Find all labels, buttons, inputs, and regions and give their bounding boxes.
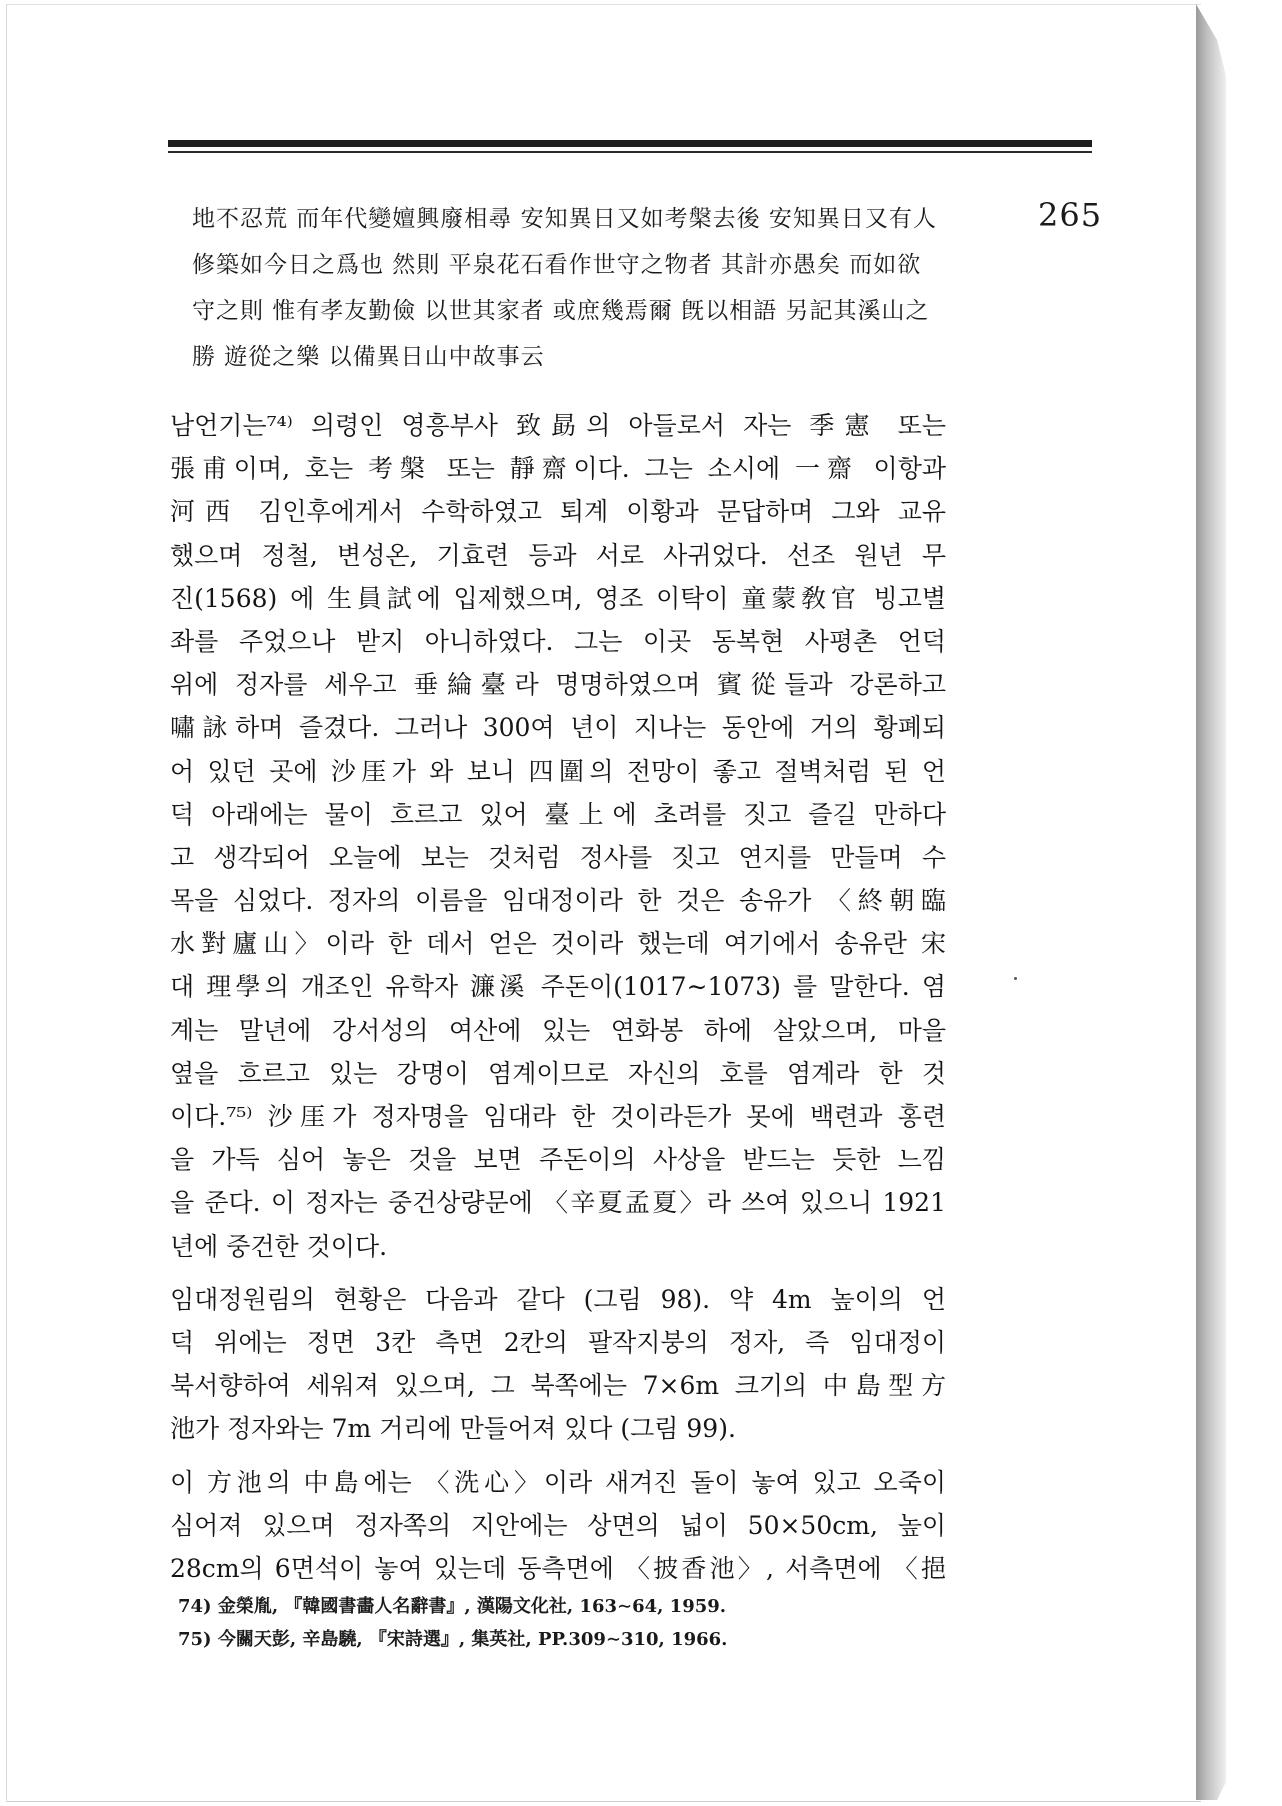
header-rule-thick [168, 140, 1092, 147]
text-line: 덕 아래에는 물이 흐르고 있어 臺上에 초려를 짓고 즐길 만하다 [170, 799, 946, 829]
text-line: 목을 심었다. 정자의 이름을 임대정이라 한 것은 송유가 〈終朝臨 [170, 886, 946, 916]
text-line: 어 있던 곳에 沙厓가 와 보니 四圍의 전망이 좋고 절벽처럼 된 언 [170, 756, 946, 786]
text-line: 이 方池의 中島에는 〈洗心〉이라 새겨진 돌이 놓여 있고 오죽이 [170, 1467, 946, 1497]
text-line: 진(1568) 에 生員試에 입제했으며, 영조 이탁이 童蒙敎官 빙고별 [170, 583, 946, 613]
text-line: 張甫이며, 호는 考槃 또는 靜齋이다. 그는 소시에 一齋 이항과 [170, 454, 946, 484]
text-line: 북서향하여 세워져 있으며, 그 북쪽에는 7×6m 크기의 中島型方 [170, 1371, 946, 1401]
page-edge-shadow [1196, 4, 1226, 1800]
text-line: 위에 정자를 세우고 垂綸臺라 명명하였으며 賓從들과 강론하고 [170, 670, 946, 700]
page-number: 265 [1038, 196, 1103, 234]
text-line: 河西 김인후에게서 수학하였고 퇴계 이황과 문답하며 그와 교유 [170, 497, 946, 527]
text-line: 池가 정자와는 7m 거리에 만들어져 있다 (그림 99). [170, 1414, 736, 1444]
hanmun-line: 地不忍荒 而年代變嬗興廢相尋 安知異日又如考槃去後 安知異日又有人 [192, 206, 937, 232]
paragraph-3 [170, 1461, 946, 1591]
text-line: 이다.⁷⁵⁾ 沙厓가 정자명을 임대라 한 것이라든가 못에 백련과 홍련 [170, 1102, 946, 1131]
hanmun-line: 守之則 惟有孝友勤儉 以世其家者 或庶幾焉爾 旣以相語 另記其溪山之 [192, 298, 930, 324]
text-line: 좌를 주었으나 받지 아니하였다. 그는 이곳 동복현 사평촌 언덕 [170, 626, 946, 656]
hanmun-line: 修築如今日之爲也 然則 平泉花石看作世守之物者 其計亦愚矣 而如欲 [192, 252, 922, 278]
classical-chinese-passage [192, 196, 972, 380]
text-line: 덕 위에는 정면 3칸 측면 2칸의 팔작지붕의 정자, 즉 임대정이 [170, 1327, 946, 1357]
footnotes [178, 1590, 938, 1656]
text-line: 계는 말년에 강서성의 여산에 있는 연화봉 하에 살았으며, 마을 [170, 1015, 946, 1045]
text-line: 임대정원림의 현황은 다음과 같다 (그림 98). 약 4m 높이의 언 [170, 1284, 946, 1314]
text-line: 심어져 있으며 정자쪽의 지안에는 상면의 넓이 50×50cm, 높이 [170, 1510, 946, 1540]
speck [1014, 977, 1017, 980]
body-text [170, 404, 946, 1590]
text-line: 했으며 정철, 변성온, 기효련 등과 서로 사귀었다. 선조 원년 무 [170, 540, 946, 570]
footnote-75: 75) 今關天彭, 辛島驍, 『宋詩選』, 集英社, PP.309∼310, 1966. [178, 1629, 728, 1650]
hanmun-line: 勝 遊從之樂 以備異日山中故事云 [192, 344, 545, 370]
paragraph-1 [170, 404, 946, 1268]
text-line: 년에 중건한 것이다. [170, 1231, 388, 1261]
footnote-74: 74) 金榮胤, 『韓國書畵人名辭書』, 漢陽文化社, 163∼64, 1959. [178, 1596, 727, 1617]
header-rule-thin [168, 151, 1092, 153]
text-line: 水對廬山〉이라 한 데서 얻은 것이라 했는데 여기에서 송유란 宋 [170, 929, 946, 959]
text-line: 28cm의 6면석이 놓여 있는데 동측면에 〈披香池〉, 서측면에 〈挹 [170, 1553, 946, 1583]
text-line: 을 준다. 이 정자는 중건상량문에 〈辛夏孟夏〉라 쓰여 있으니 1921 [170, 1188, 946, 1218]
paragraph-2 [170, 1278, 946, 1451]
text-line: 남언기는⁷⁴⁾ 의령인 영흥부사 致勗의 아들로서 자는 季憲 또는 [170, 411, 946, 440]
text-line: 대 理學의 개조인 유학자 濂溪 주돈이(1017∼1073) 를 말한다. 염 [170, 972, 946, 1002]
text-line: 고 생각되어 오늘에 보는 것처럼 정사를 짓고 연지를 만들며 수 [170, 842, 946, 872]
text-line: 嘯詠하며 즐겼다. 그러나 300여 년이 지나는 동안에 거의 황폐되 [170, 713, 946, 743]
text-line: 을 가득 심어 놓은 것을 보면 주돈이의 사상을 받드는 듯한 느낌 [170, 1145, 946, 1175]
text-line: 옆을 흐르고 있는 강명이 염계이므로 자신의 호를 염계라 한 것 [170, 1058, 946, 1088]
